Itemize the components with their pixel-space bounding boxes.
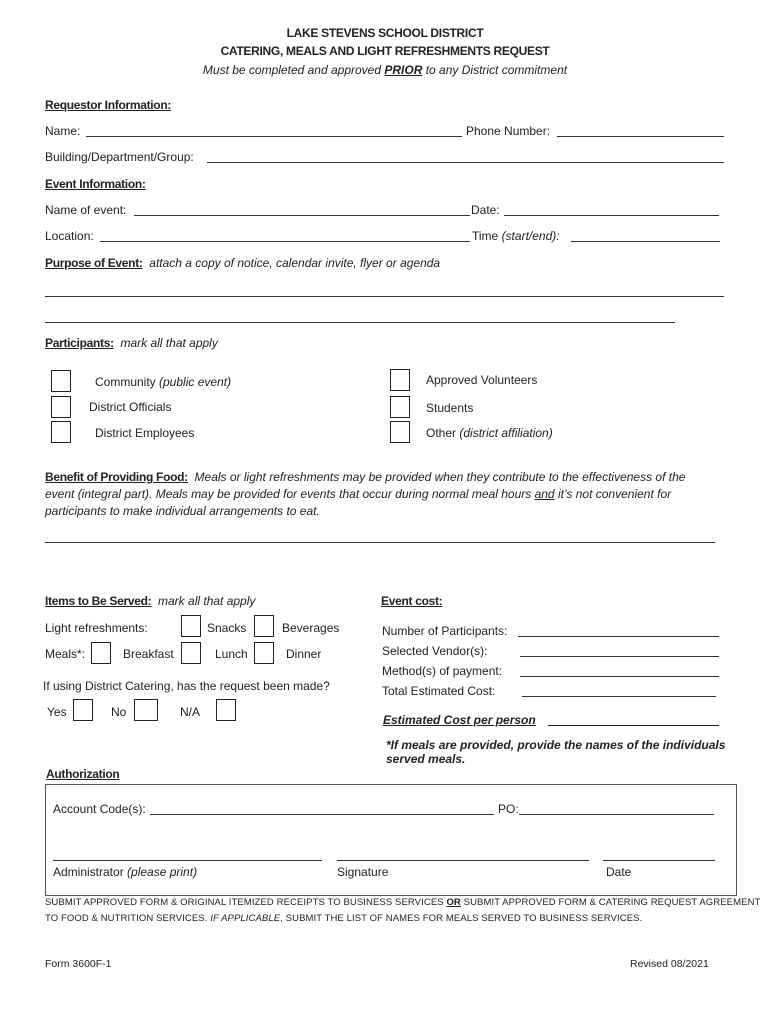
- phone-label: Phone Number:: [466, 124, 551, 138]
- revised-date: Revised 08/2021: [630, 958, 709, 970]
- total-cost-label: Total Estimated Cost:: [382, 684, 496, 698]
- total-cost-field[interactable]: [522, 696, 716, 697]
- no-label: No: [111, 705, 127, 719]
- po-field[interactable]: [519, 814, 714, 815]
- benefit-text-2-post: it’s not convenient for: [554, 487, 672, 501]
- authorization-heading: Authorization: [46, 767, 120, 781]
- employees-checkbox[interactable]: [51, 421, 71, 443]
- na-label: N/A: [180, 705, 201, 719]
- employees-label: District Employees: [95, 426, 195, 440]
- submit-1-or: OR: [446, 897, 461, 908]
- other-italic: (district affiliation): [459, 426, 553, 440]
- community-checkbox[interactable]: [51, 370, 71, 392]
- payment-label: Method(s) of payment:: [382, 664, 503, 678]
- students-checkbox[interactable]: [390, 396, 410, 418]
- submit-line-2: [45, 913, 642, 924]
- meals-note-1: *If meals are provided, provide the names of the individuals: [386, 738, 726, 752]
- time-field[interactable]: [571, 241, 720, 242]
- form-title: CATERING, MEALS AND LIGHT REFRESHMENTS REQUEST: [220, 44, 550, 58]
- requestor-heading: Requestor Information:: [45, 98, 172, 112]
- name-field[interactable]: [86, 136, 462, 137]
- authorization-box: [45, 784, 737, 896]
- signature-label: Signature: [337, 865, 389, 879]
- event-name-label: Name of event:: [45, 203, 127, 217]
- payment-field[interactable]: [520, 676, 719, 677]
- signature-field[interactable]: [337, 860, 589, 861]
- community-label: [95, 375, 231, 389]
- benefit-line-1: [45, 470, 685, 484]
- time-label-italic: (start/end):: [501, 229, 560, 243]
- submit-2-italic: IF APPLICABLE: [210, 913, 281, 924]
- cost-heading: Event cost:: [381, 594, 443, 608]
- snacks-label: Snacks: [207, 621, 247, 635]
- location-label: Location:: [45, 229, 94, 243]
- participants-row: [45, 336, 218, 350]
- participants-count-label: Number of Participants:: [382, 624, 508, 638]
- benefit-field[interactable]: [45, 542, 715, 543]
- participants-note: mark all that apply: [120, 336, 218, 350]
- time-label: [472, 229, 560, 243]
- participants-count-field[interactable]: [518, 636, 719, 637]
- other-label: [426, 426, 553, 440]
- event-heading: Event Information:: [45, 177, 146, 191]
- items-heading: Items to Be Served:: [45, 594, 152, 608]
- no-checkbox[interactable]: [134, 699, 158, 721]
- administrator-italic: (please print): [127, 865, 198, 879]
- benefit-line-2: [45, 487, 671, 501]
- vendors-label: Selected Vendor(s):: [382, 644, 488, 658]
- building-label: Building/Department/Group:: [45, 150, 194, 164]
- auth-date-field[interactable]: [603, 860, 715, 861]
- na-checkbox[interactable]: [216, 699, 236, 721]
- form-number: Form 3600F-1: [45, 958, 112, 970]
- district-name: LAKE STEVENS SCHOOL DISTRICT: [286, 26, 484, 40]
- benefit-text-1: Meals or light refreshments may be provided when they contribute to the effectiveness of the: [194, 470, 686, 484]
- name-label: Name:: [45, 124, 81, 138]
- snacks-checkbox[interactable]: [181, 615, 201, 637]
- submit-2-pre: TO FOOD & NUTRITION SERVICES.: [45, 913, 211, 924]
- other-checkbox[interactable]: [390, 421, 410, 443]
- subtitle-post: to any District commitment: [422, 63, 568, 77]
- dinner-checkbox[interactable]: [254, 642, 274, 664]
- officials-label: District Officials: [89, 400, 172, 414]
- per-person-label: Estimated Cost per person: [383, 713, 536, 727]
- phone-field[interactable]: [557, 136, 724, 137]
- beverages-checkbox[interactable]: [254, 615, 274, 637]
- building-field[interactable]: [207, 162, 724, 163]
- participants-heading: Participants:: [45, 336, 114, 350]
- vendors-field[interactable]: [520, 656, 719, 657]
- benefit-heading: Benefit of Providing Food:: [45, 470, 188, 484]
- account-code-label: Account Code(s):: [53, 802, 146, 816]
- items-note: mark all that apply: [158, 594, 256, 608]
- account-code-field[interactable]: [150, 814, 494, 815]
- catering-question: If using District Catering, has the request been made?: [43, 679, 330, 693]
- location-field[interactable]: [100, 241, 470, 242]
- meals-note-2: served meals.: [386, 752, 466, 766]
- event-date-label: Date:: [471, 203, 500, 217]
- light-refreshments-label: Light refreshments:: [45, 621, 148, 635]
- event-name-field[interactable]: [134, 215, 470, 216]
- time-label-text: Time: [472, 229, 502, 243]
- submit-line-1: [45, 897, 760, 908]
- submit-2-post: , SUBMIT THE LIST OF NAMES FOR MEALS SERVED TO BUSINESS SERVICES.: [280, 913, 643, 924]
- purpose-line-2[interactable]: [45, 322, 675, 323]
- meals-label: Meals*:: [45, 647, 86, 661]
- submit-1-pre: SUBMIT APPROVED FORM & ORIGINAL ITEMIZED RECEIPTS TO BUSINESS SERVICES: [45, 897, 447, 908]
- purpose-note: attach a copy of notice, calendar invite, flyer or agenda: [149, 256, 441, 270]
- subtitle-prior: PRIOR: [384, 63, 423, 77]
- purpose-heading: Purpose of Event:: [45, 256, 143, 270]
- administrator-text: Administrator: [53, 865, 128, 879]
- items-row: [45, 594, 255, 608]
- form-subtitle: [0, 63, 770, 77]
- benefit-text-2-and: and: [534, 487, 555, 501]
- dinner-label: Dinner: [286, 647, 322, 661]
- breakfast-checkbox[interactable]: [91, 642, 111, 664]
- officials-checkbox[interactable]: [51, 396, 71, 418]
- community-italic: (public event): [159, 375, 232, 389]
- submit-1-post: SUBMIT APPROVED FORM & CATERING REQUEST AGREEMENT: [460, 897, 761, 908]
- po-label: PO:: [498, 802, 519, 816]
- volunteers-checkbox[interactable]: [390, 369, 410, 391]
- subtitle-pre: Must be completed and approved: [202, 63, 385, 77]
- purpose-row: [45, 256, 440, 270]
- students-label: Students: [426, 401, 474, 415]
- event-date-field[interactable]: [504, 215, 719, 216]
- breakfast-label: Breakfast: [123, 647, 174, 661]
- lunch-checkbox[interactable]: [181, 642, 201, 664]
- benefit-line-3: participants to make individual arrangements to eat.: [45, 504, 320, 518]
- purpose-line-1[interactable]: [45, 296, 724, 297]
- yes-checkbox[interactable]: [73, 699, 93, 721]
- administrator-label: [53, 865, 197, 879]
- beverages-label: Beverages: [282, 621, 340, 635]
- other-text: Other: [426, 426, 460, 440]
- yes-label: Yes: [47, 705, 67, 719]
- community-text: Community: [95, 375, 160, 389]
- lunch-label: Lunch: [215, 647, 248, 661]
- benefit-text-2-pre: event (integral part). Meals may be provided for events that occur during normal meal hours: [45, 487, 535, 501]
- volunteers-label: Approved Volunteers: [426, 373, 538, 387]
- administrator-field[interactable]: [53, 860, 322, 861]
- per-person-field[interactable]: [548, 725, 719, 726]
- auth-date-label: Date: [606, 865, 632, 879]
